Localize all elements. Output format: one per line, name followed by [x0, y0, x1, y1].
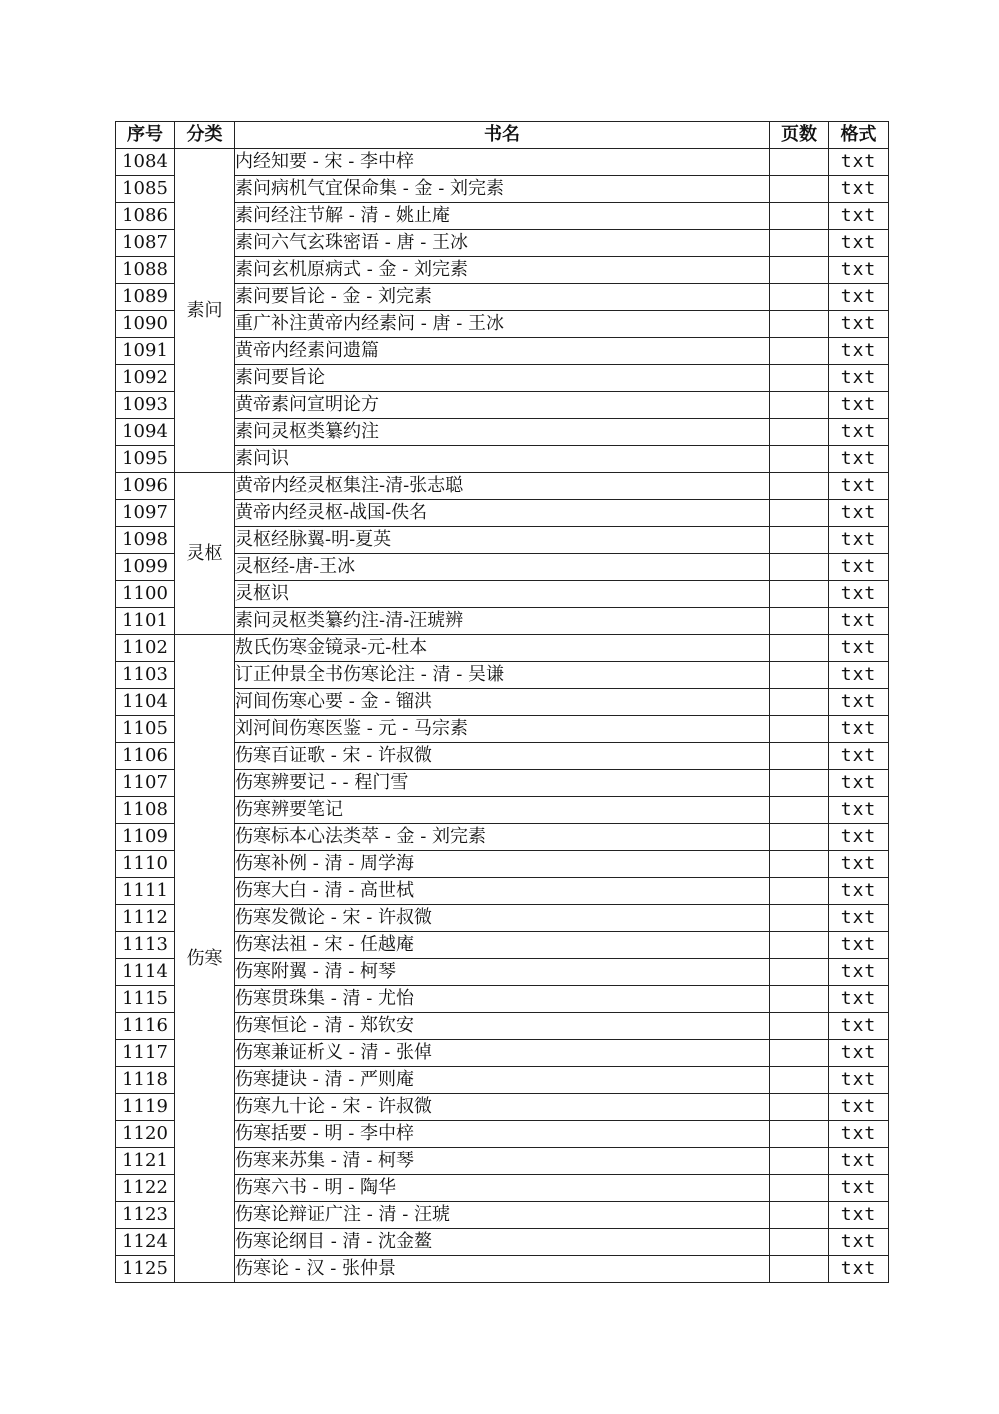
- file-format: txt: [829, 284, 889, 311]
- file-format: txt: [829, 257, 889, 284]
- row-index: 1110: [116, 851, 175, 878]
- book-title: 伤寒来苏集 - 清 - 柯琴: [235, 1148, 770, 1175]
- page-count: [770, 230, 829, 257]
- book-title: 刘河间伤寒医鉴 - 元 - 马宗素: [235, 716, 770, 743]
- row-index: 1120: [116, 1121, 175, 1148]
- book-title: 河间伤寒心要 - 金 - 镏洪: [235, 689, 770, 716]
- file-format: txt: [829, 581, 889, 608]
- book-title: 伤寒辨要记 - - 程门雪: [235, 770, 770, 797]
- file-format: txt: [829, 176, 889, 203]
- page-count: [770, 392, 829, 419]
- page-count: [770, 365, 829, 392]
- page-count: [770, 149, 829, 176]
- book-title: 伤寒括要 - 明 - 李中梓: [235, 1121, 770, 1148]
- row-index: 1125: [116, 1256, 175, 1283]
- page-count: [770, 1256, 829, 1283]
- book-title: 伤寒论纲目 - 清 - 沈金鳌: [235, 1229, 770, 1256]
- row-index: 1112: [116, 905, 175, 932]
- book-title: 素问玄机原病式 - 金 - 刘完素: [235, 257, 770, 284]
- header-index: 序号: [116, 122, 175, 149]
- page-count: [770, 1094, 829, 1121]
- file-format: txt: [829, 203, 889, 230]
- table-header-row: [116, 122, 889, 149]
- file-format: txt: [829, 554, 889, 581]
- page-count: [770, 689, 829, 716]
- page-count: [770, 986, 829, 1013]
- category-cell: 素问: [175, 149, 235, 473]
- row-index: 1108: [116, 797, 175, 824]
- file-format: txt: [829, 392, 889, 419]
- row-index: 1113: [116, 932, 175, 959]
- row-index: 1124: [116, 1229, 175, 1256]
- page-count: [770, 419, 829, 446]
- page-count: [770, 1202, 829, 1229]
- row-index: 1099: [116, 554, 175, 581]
- book-title: 素问病机气宜保命集 - 金 - 刘完素: [235, 176, 770, 203]
- category-cell: 灵枢: [175, 473, 235, 635]
- page-count: [770, 878, 829, 905]
- book-title: 伤寒论 - 汉 - 张仲景: [235, 1256, 770, 1283]
- file-format: txt: [829, 1229, 889, 1256]
- header-title: 书名: [235, 122, 770, 149]
- page-count: [770, 284, 829, 311]
- row-index: 1089: [116, 284, 175, 311]
- book-catalog-table: [115, 121, 889, 1283]
- book-title: 伤寒法祖 - 宋 - 任越庵: [235, 932, 770, 959]
- file-format: txt: [829, 851, 889, 878]
- book-title: 灵枢经-唐-王冰: [235, 554, 770, 581]
- row-index: 1092: [116, 365, 175, 392]
- file-format: txt: [829, 446, 889, 473]
- page-count: [770, 635, 829, 662]
- row-index: 1088: [116, 257, 175, 284]
- file-format: txt: [829, 932, 889, 959]
- page-count: [770, 824, 829, 851]
- book-title: 订正仲景全书伤寒论注 - 清 - 吴谦: [235, 662, 770, 689]
- row-index: 1094: [116, 419, 175, 446]
- book-title: 素问经注节解 - 清 - 姚止庵: [235, 203, 770, 230]
- page-count: [770, 1067, 829, 1094]
- row-index: 1116: [116, 1013, 175, 1040]
- file-format: txt: [829, 635, 889, 662]
- page-count: [770, 1040, 829, 1067]
- page-count: [770, 581, 829, 608]
- row-index: 1090: [116, 311, 175, 338]
- row-index: 1114: [116, 959, 175, 986]
- row-index: 1091: [116, 338, 175, 365]
- file-format: txt: [829, 527, 889, 554]
- category-cell: 伤寒: [175, 635, 235, 1283]
- row-index: 1098: [116, 527, 175, 554]
- file-format: txt: [829, 959, 889, 986]
- book-title: 黄帝内经素问遗篇: [235, 338, 770, 365]
- book-title: 黄帝素问宣明论方: [235, 392, 770, 419]
- book-title: 伤寒九十论 - 宋 - 许叔微: [235, 1094, 770, 1121]
- file-format: txt: [829, 149, 889, 176]
- book-title: 内经知要 - 宋 - 李中梓: [235, 149, 770, 176]
- file-format: txt: [829, 1175, 889, 1202]
- book-title: 灵枢经脉翼-明-夏英: [235, 527, 770, 554]
- file-format: txt: [829, 1148, 889, 1175]
- header-pages: 页数: [770, 122, 829, 149]
- file-format: txt: [829, 473, 889, 500]
- file-format: txt: [829, 986, 889, 1013]
- header-category: 分类: [175, 122, 235, 149]
- row-index: 1122: [116, 1175, 175, 1202]
- page-count: [770, 662, 829, 689]
- book-title: 素问灵枢类纂约注-清-汪琥辨: [235, 608, 770, 635]
- file-format: txt: [829, 1040, 889, 1067]
- row-index: 1093: [116, 392, 175, 419]
- page-count: [770, 1175, 829, 1202]
- book-title: 伤寒发微论 - 宋 - 许叔微: [235, 905, 770, 932]
- row-index: 1095: [116, 446, 175, 473]
- row-index: 1118: [116, 1067, 175, 1094]
- table-body: [116, 149, 889, 1283]
- row-index: 1111: [116, 878, 175, 905]
- row-index: 1117: [116, 1040, 175, 1067]
- table-row: [116, 473, 889, 500]
- row-index: 1104: [116, 689, 175, 716]
- book-title: 素问要旨论: [235, 365, 770, 392]
- header-format: 格式: [829, 122, 889, 149]
- page-count: [770, 446, 829, 473]
- row-index: 1115: [116, 986, 175, 1013]
- book-title: 伤寒大白 - 清 - 高世栻: [235, 878, 770, 905]
- file-format: txt: [829, 1121, 889, 1148]
- book-title: 伤寒兼证析义 - 清 - 张倬: [235, 1040, 770, 1067]
- file-format: txt: [829, 743, 889, 770]
- book-title: 素问识: [235, 446, 770, 473]
- book-title: 黄帝内经灵枢-战国-佚名: [235, 500, 770, 527]
- file-format: txt: [829, 608, 889, 635]
- book-title: 伤寒百证歌 - 宋 - 许叔微: [235, 743, 770, 770]
- page-count: [770, 1148, 829, 1175]
- row-index: 1105: [116, 716, 175, 743]
- row-index: 1096: [116, 473, 175, 500]
- book-title: 素问要旨论 - 金 - 刘完素: [235, 284, 770, 311]
- row-index: 1100: [116, 581, 175, 608]
- file-format: txt: [829, 1202, 889, 1229]
- page-count: [770, 797, 829, 824]
- book-title: 伤寒标本心法类萃 - 金 - 刘完素: [235, 824, 770, 851]
- book-title: 重广补注黄帝内经素问 - 唐 - 王冰: [235, 311, 770, 338]
- book-title: 素问六气玄珠密语 - 唐 - 王冰: [235, 230, 770, 257]
- page-count: [770, 311, 829, 338]
- page-count: [770, 1013, 829, 1040]
- file-format: txt: [829, 770, 889, 797]
- page-count: [770, 473, 829, 500]
- book-title: 伤寒辨要笔记: [235, 797, 770, 824]
- book-title: 敖氏伤寒金镜录-元-杜本: [235, 635, 770, 662]
- row-index: 1123: [116, 1202, 175, 1229]
- row-index: 1085: [116, 176, 175, 203]
- row-index: 1084: [116, 149, 175, 176]
- book-title: 黄帝内经灵枢集注-清-张志聪: [235, 473, 770, 500]
- file-format: txt: [829, 662, 889, 689]
- file-format: txt: [829, 878, 889, 905]
- book-title: 灵枢识: [235, 581, 770, 608]
- page-count: [770, 851, 829, 878]
- page-count: [770, 959, 829, 986]
- page-count: [770, 554, 829, 581]
- file-format: txt: [829, 689, 889, 716]
- row-index: 1107: [116, 770, 175, 797]
- file-format: txt: [829, 905, 889, 932]
- file-format: txt: [829, 419, 889, 446]
- book-title: 伤寒六书 - 明 - 陶华: [235, 1175, 770, 1202]
- page-count: [770, 527, 829, 554]
- page-count: [770, 257, 829, 284]
- file-format: txt: [829, 716, 889, 743]
- row-index: 1101: [116, 608, 175, 635]
- page-count: [770, 500, 829, 527]
- file-format: txt: [829, 797, 889, 824]
- page-count: [770, 770, 829, 797]
- page-count: [770, 176, 829, 203]
- file-format: txt: [829, 1013, 889, 1040]
- table-row: [116, 635, 889, 662]
- book-title: 伤寒贯珠集 - 清 - 尤怡: [235, 986, 770, 1013]
- book-title: 伤寒恒论 - 清 - 郑钦安: [235, 1013, 770, 1040]
- page-count: [770, 1229, 829, 1256]
- file-format: txt: [829, 230, 889, 257]
- page-count: [770, 203, 829, 230]
- book-title: 伤寒论辩证广注 - 清 - 汪琥: [235, 1202, 770, 1229]
- file-format: txt: [829, 1256, 889, 1283]
- file-format: txt: [829, 824, 889, 851]
- file-format: txt: [829, 500, 889, 527]
- row-index: 1109: [116, 824, 175, 851]
- page-count: [770, 608, 829, 635]
- book-title: 伤寒捷诀 - 清 - 严则庵: [235, 1067, 770, 1094]
- file-format: txt: [829, 338, 889, 365]
- file-format: txt: [829, 1094, 889, 1121]
- page-count: [770, 338, 829, 365]
- book-title: 素问灵枢类纂约注: [235, 419, 770, 446]
- row-index: 1086: [116, 203, 175, 230]
- page-count: [770, 905, 829, 932]
- file-format: txt: [829, 311, 889, 338]
- row-index: 1106: [116, 743, 175, 770]
- page-count: [770, 932, 829, 959]
- page-count: [770, 743, 829, 770]
- file-format: txt: [829, 1067, 889, 1094]
- page-count: [770, 716, 829, 743]
- row-index: 1103: [116, 662, 175, 689]
- page-count: [770, 1121, 829, 1148]
- row-index: 1121: [116, 1148, 175, 1175]
- row-index: 1097: [116, 500, 175, 527]
- book-title: 伤寒附翼 - 清 - 柯琴: [235, 959, 770, 986]
- row-index: 1119: [116, 1094, 175, 1121]
- row-index: 1087: [116, 230, 175, 257]
- file-format: txt: [829, 365, 889, 392]
- book-title: 伤寒补例 - 清 - 周学海: [235, 851, 770, 878]
- table-row: [116, 149, 889, 176]
- row-index: 1102: [116, 635, 175, 662]
